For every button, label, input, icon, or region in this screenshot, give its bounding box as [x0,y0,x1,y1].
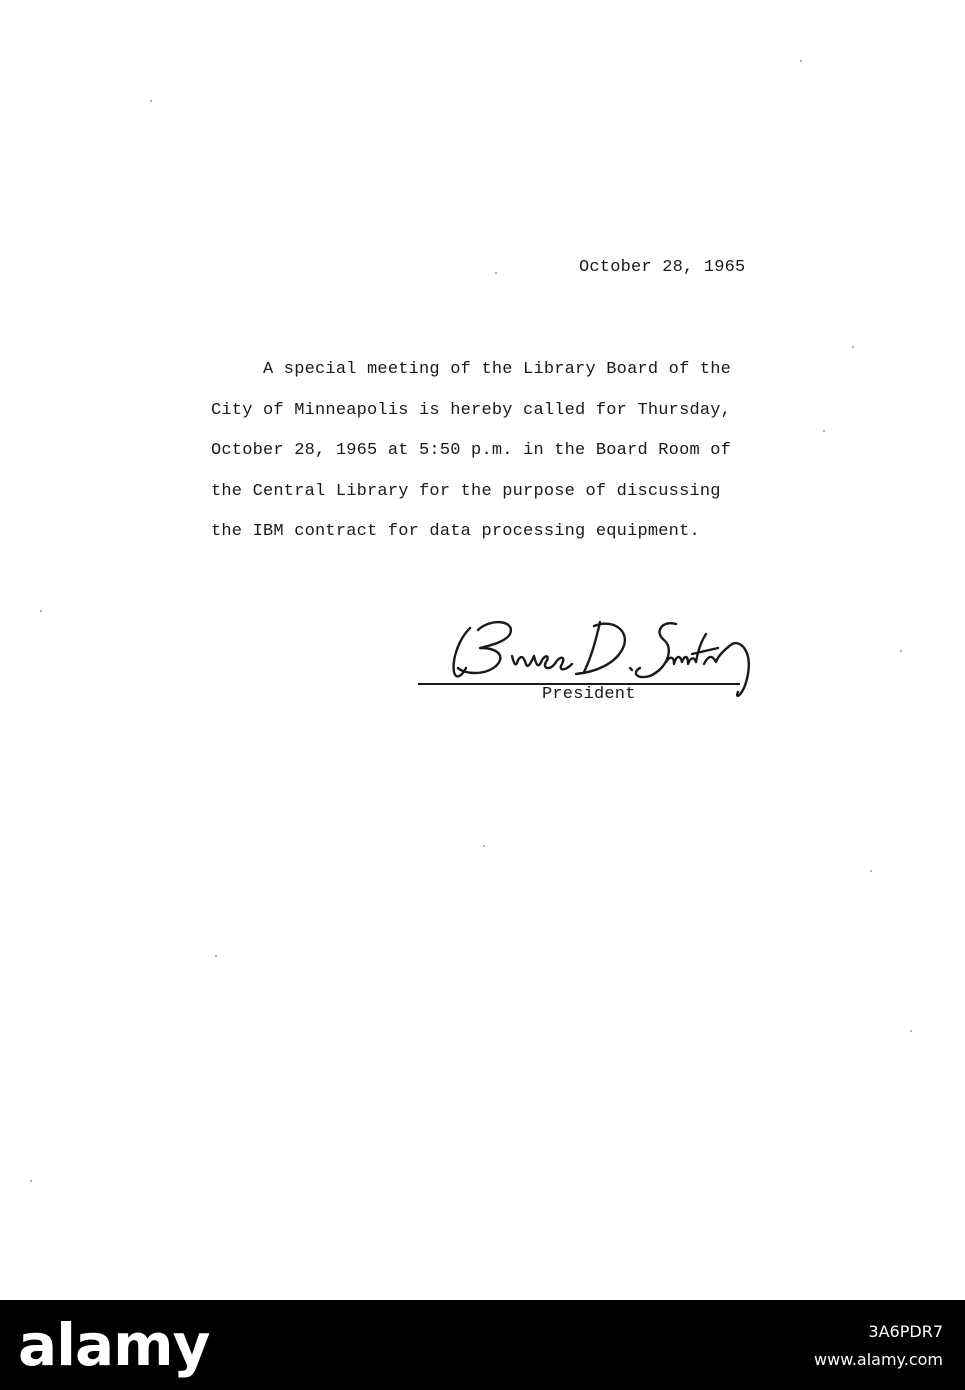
signer-title: President [542,685,636,704]
signature-block [418,610,758,710]
paragraph-line: the Central Library for the purpose of discussing [211,481,721,501]
paper-speck [30,1180,32,1182]
paper-speck [900,650,902,652]
footer-url: www.alamy.com [814,1350,943,1369]
paper-speck [495,272,497,274]
paper-speck [800,60,802,62]
letter-date: October 28, 1965 [579,258,746,277]
paper-speck [40,610,42,612]
paper-speck [870,870,872,872]
paragraph-line: City of Minneapolis is hereby called for Thursday, [211,400,732,420]
paper-speck [823,430,825,432]
paper-speck [852,346,854,348]
paper-speck [215,955,217,957]
meeting-notice-paragraph [211,358,771,561]
paper-speck [483,845,485,847]
paragraph-line: A special meeting of the Library Board of the [211,360,732,379]
paragraph-line: the IBM contract for data processing equipment. [211,522,700,541]
paper-speck [150,100,152,102]
paragraph-line: October 28, 1965 at 5:50 p.m. in the Board Room of [211,441,732,460]
image-id-label: 3A6PDR7 [868,1322,943,1341]
paper-speck [910,1030,912,1032]
brand-logo: alamy [18,1311,210,1379]
watermark-footer [0,1300,965,1390]
